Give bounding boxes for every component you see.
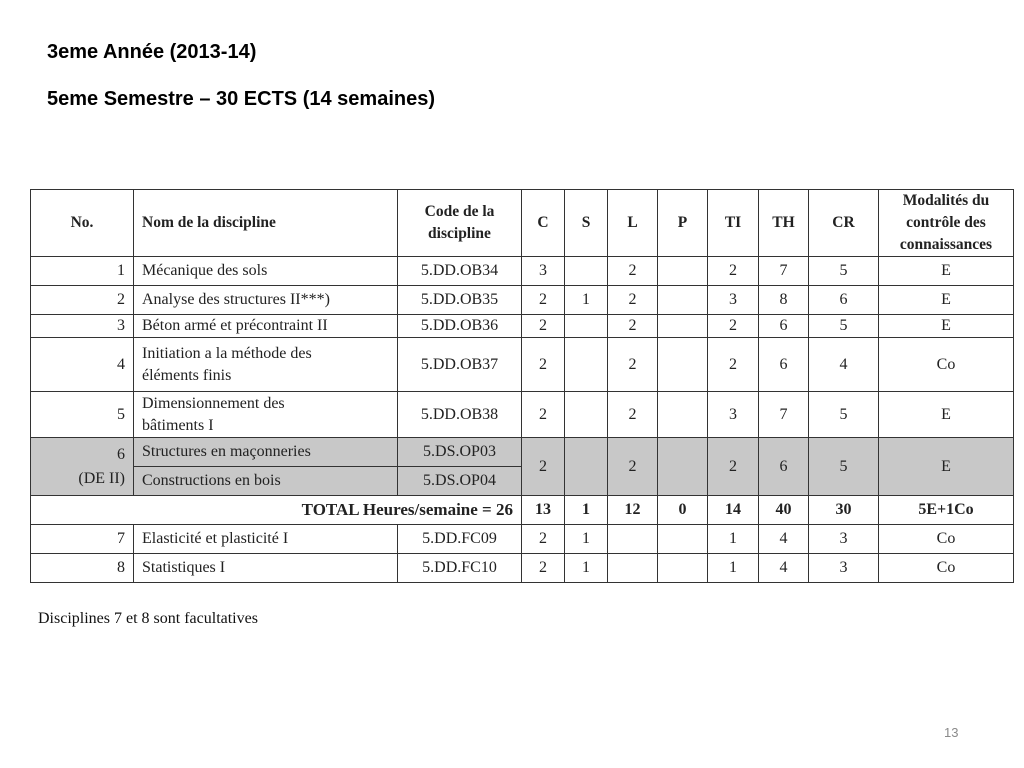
cell-th: 7 xyxy=(759,257,809,286)
total-ti: 14 xyxy=(708,496,759,525)
cell-c: 2 xyxy=(522,438,565,496)
cell-s: 1 xyxy=(565,525,608,554)
table-row xyxy=(31,338,1014,392)
cell-ti: 3 xyxy=(708,286,759,315)
cell-l: 2 xyxy=(608,438,658,496)
cell-s xyxy=(565,392,608,438)
cell-modalites: Co xyxy=(879,525,1014,554)
header-modalites-line3: connaissances xyxy=(899,236,993,253)
cell-cr: 5 xyxy=(809,438,879,496)
cell-s xyxy=(565,438,608,496)
cell-no-line2: (DE II) xyxy=(78,469,125,487)
header-l: L xyxy=(608,190,658,257)
header-modalites-line1: Modalités du xyxy=(902,192,990,209)
cell-no: 4 xyxy=(31,338,134,392)
semester-title: 5eme Semestre – 30 ECTS (14 semaines) xyxy=(47,88,435,110)
total-modalites: 5E+1Co xyxy=(879,496,1014,525)
cell-nom-option-b: Constructions en bois xyxy=(134,467,398,496)
header-modalites-line2: contrôle des xyxy=(906,214,986,231)
cell-cr: 6 xyxy=(809,286,879,315)
cell-no-group xyxy=(31,438,134,496)
cell-code: 5.DD.OB35 xyxy=(398,286,522,315)
header-c: C xyxy=(522,190,565,257)
cell-nom xyxy=(134,338,398,392)
cell-nom: Statistiques I xyxy=(134,554,398,583)
cell-cr: 4 xyxy=(809,338,879,392)
cell-nom-line2: éléments finis xyxy=(142,366,232,384)
table-row xyxy=(31,286,1014,315)
cell-s: 1 xyxy=(565,286,608,315)
cell-ti: 1 xyxy=(708,554,759,583)
cell-no: 5 xyxy=(31,392,134,438)
cell-th: 4 xyxy=(759,554,809,583)
header-code-line1: Code de la xyxy=(424,203,495,220)
header-code xyxy=(398,190,522,257)
cell-l: 2 xyxy=(608,338,658,392)
cell-c: 2 xyxy=(522,392,565,438)
cell-nom: Mécanique des sols xyxy=(134,257,398,286)
year-title: 3eme Année (2013-14) xyxy=(47,41,257,63)
cell-nom: Béton armé et précontraint II xyxy=(134,315,398,338)
total-c: 13 xyxy=(522,496,565,525)
header-modalites xyxy=(879,190,1014,257)
header-s: S xyxy=(565,190,608,257)
cell-s xyxy=(565,338,608,392)
header-row xyxy=(31,190,1014,257)
cell-th: 8 xyxy=(759,286,809,315)
cell-th: 7 xyxy=(759,392,809,438)
cell-cr: 5 xyxy=(809,392,879,438)
header-cr: CR xyxy=(809,190,879,257)
cell-ti: 2 xyxy=(708,315,759,338)
header-th: TH xyxy=(759,190,809,257)
cell-ti: 2 xyxy=(708,257,759,286)
total-s: 1 xyxy=(565,496,608,525)
header-nom: Nom de la discipline xyxy=(134,190,398,257)
cell-modalites: Co xyxy=(879,554,1014,583)
cell-l: 2 xyxy=(608,286,658,315)
cell-p xyxy=(658,392,708,438)
cell-s: 1 xyxy=(565,554,608,583)
cell-p xyxy=(658,525,708,554)
cell-l: 2 xyxy=(608,257,658,286)
table-row xyxy=(31,525,1014,554)
cell-no-line1: 6 xyxy=(117,445,125,463)
cell-c: 3 xyxy=(522,257,565,286)
total-cr: 30 xyxy=(809,496,879,525)
cell-l xyxy=(608,554,658,583)
total-label: TOTAL Heures/semaine = 26 xyxy=(31,496,522,525)
table-row xyxy=(31,392,1014,438)
total-p: 0 xyxy=(658,496,708,525)
cell-cr: 3 xyxy=(809,525,879,554)
cell-code: 5.DD.OB34 xyxy=(398,257,522,286)
cell-code: 5.DD.FC09 xyxy=(398,525,522,554)
cell-th: 4 xyxy=(759,525,809,554)
total-row xyxy=(31,496,1014,525)
cell-no: 7 xyxy=(31,525,134,554)
cell-th: 6 xyxy=(759,338,809,392)
cell-nom xyxy=(134,392,398,438)
cell-nom-line1: Initiation a la méthode des xyxy=(142,344,312,362)
cell-code-option-a: 5.DS.OP03 xyxy=(398,438,522,467)
cell-cr: 5 xyxy=(809,315,879,338)
curriculum-table xyxy=(30,189,1014,583)
cell-nom-line1: Dimensionnement des xyxy=(142,394,285,412)
cell-p xyxy=(658,438,708,496)
cell-ti: 1 xyxy=(708,525,759,554)
cell-nom: Analyse des structures II***) xyxy=(134,286,398,315)
total-l: 12 xyxy=(608,496,658,525)
cell-code-option-b: 5.DS.OP04 xyxy=(398,467,522,496)
cell-p xyxy=(658,257,708,286)
cell-ti: 2 xyxy=(708,338,759,392)
header-no: No. xyxy=(31,190,134,257)
cell-ti: 2 xyxy=(708,438,759,496)
cell-no: 3 xyxy=(31,315,134,338)
cell-nom-option-a: Structures en maçonneries xyxy=(134,438,398,467)
header-code-line2: discipline xyxy=(428,225,491,242)
cell-no: 1 xyxy=(31,257,134,286)
cell-cr: 3 xyxy=(809,554,879,583)
cell-nom: Elasticité et plasticité I xyxy=(134,525,398,554)
cell-p xyxy=(658,554,708,583)
table-row xyxy=(31,315,1014,338)
cell-code: 5.DD.OB36 xyxy=(398,315,522,338)
cell-modalites: E xyxy=(879,257,1014,286)
cell-modalites: E xyxy=(879,315,1014,338)
cell-modalites: E xyxy=(879,392,1014,438)
cell-code: 5.DD.OB37 xyxy=(398,338,522,392)
cell-no: 2 xyxy=(31,286,134,315)
cell-c: 2 xyxy=(522,338,565,392)
cell-modalites: Co xyxy=(879,338,1014,392)
cell-c: 2 xyxy=(522,315,565,338)
footnote: Disciplines 7 et 8 sont facultatives xyxy=(38,610,258,627)
table-row xyxy=(31,554,1014,583)
cell-l: 2 xyxy=(608,392,658,438)
header-ti: TI xyxy=(708,190,759,257)
cell-c: 2 xyxy=(522,525,565,554)
cell-code: 5.DD.OB38 xyxy=(398,392,522,438)
cell-p xyxy=(658,286,708,315)
cell-p xyxy=(658,315,708,338)
header-p: P xyxy=(658,190,708,257)
cell-cr: 5 xyxy=(809,257,879,286)
cell-code: 5.DD.FC10 xyxy=(398,554,522,583)
cell-p xyxy=(658,338,708,392)
cell-c: 2 xyxy=(522,286,565,315)
cell-th: 6 xyxy=(759,315,809,338)
page-number: 13 xyxy=(944,725,959,740)
cell-s xyxy=(565,257,608,286)
cell-no: 8 xyxy=(31,554,134,583)
cell-th: 6 xyxy=(759,438,809,496)
cell-ti: 3 xyxy=(708,392,759,438)
cell-l: 2 xyxy=(608,315,658,338)
cell-modalites: E xyxy=(879,438,1014,496)
table-row-option-group xyxy=(31,438,1014,467)
table-row xyxy=(31,257,1014,286)
cell-l xyxy=(608,525,658,554)
cell-s xyxy=(565,315,608,338)
cell-c: 2 xyxy=(522,554,565,583)
cell-modalites: E xyxy=(879,286,1014,315)
cell-nom-line2: bâtiments I xyxy=(142,416,214,434)
total-th: 40 xyxy=(759,496,809,525)
